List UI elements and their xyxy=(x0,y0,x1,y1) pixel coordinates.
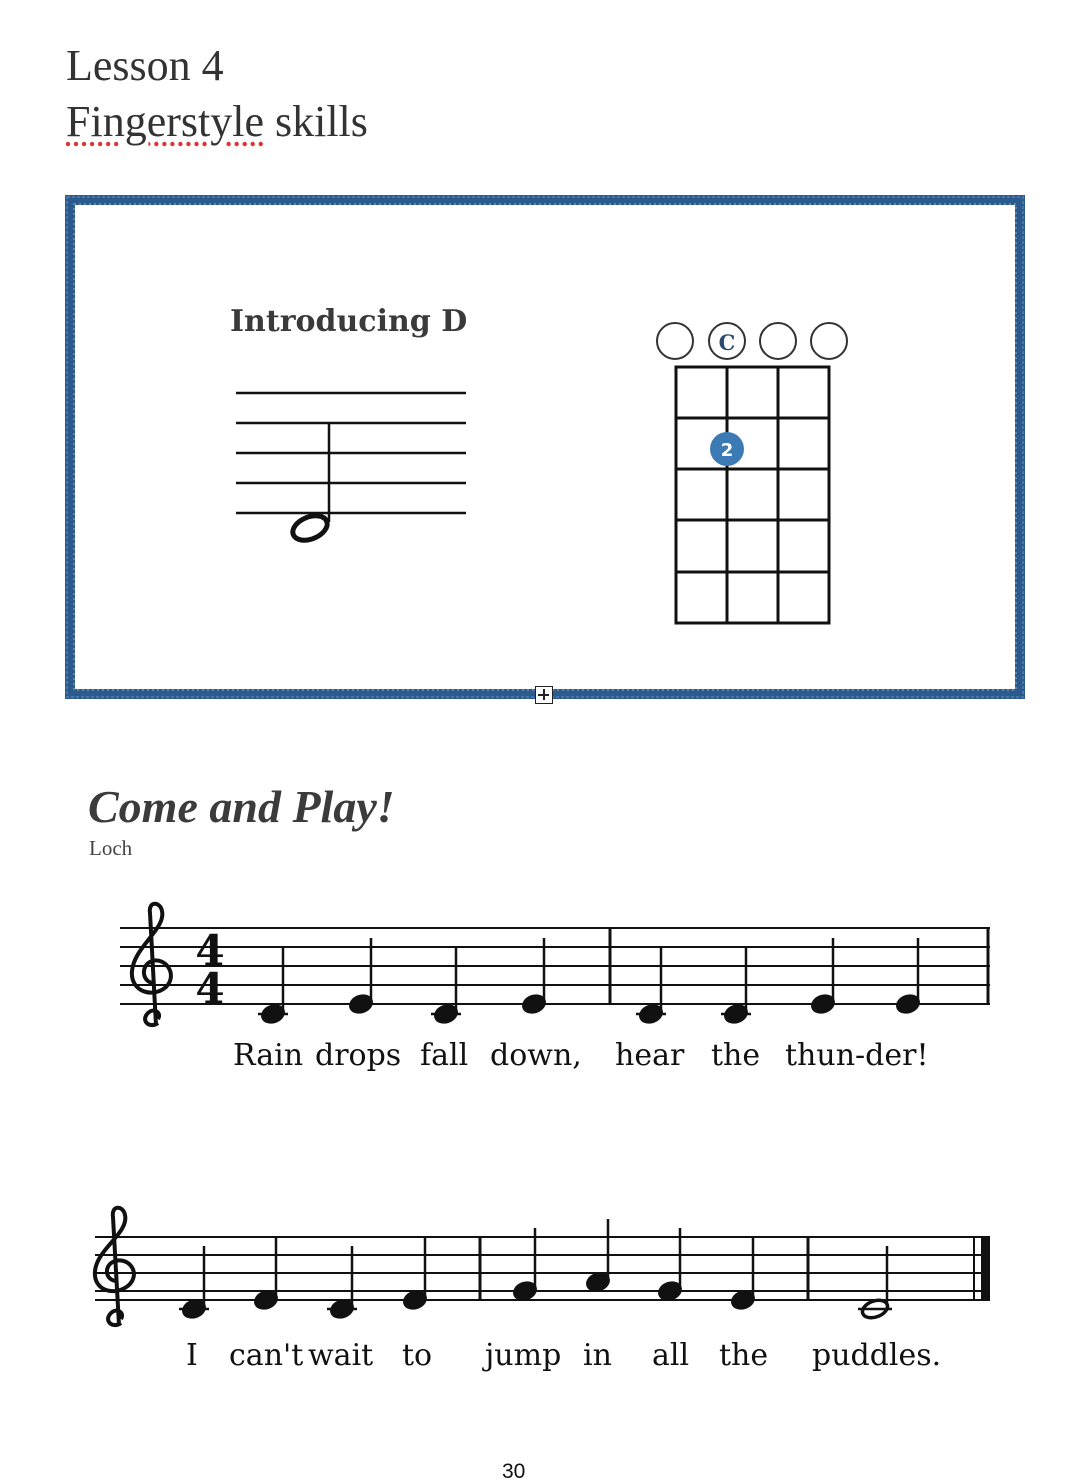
lyric-word: jump xyxy=(485,1338,562,1373)
lesson-number: Lesson 4 xyxy=(66,41,224,90)
half-note xyxy=(858,1246,892,1321)
note xyxy=(636,947,666,1025)
chord-diagram xyxy=(640,318,860,638)
staff-line-2 xyxy=(85,1205,1000,1345)
open-string-e xyxy=(760,323,796,359)
introducing-label: Introducing D xyxy=(230,304,468,339)
time-signature-top: 4 xyxy=(195,926,225,975)
page-number: 30 xyxy=(502,1460,526,1483)
final-barline xyxy=(981,1237,990,1300)
lyric-word: wait xyxy=(308,1338,374,1373)
lyric-word: thun-der! xyxy=(785,1038,929,1073)
song-title: Come and Play! xyxy=(88,781,395,832)
time-signature-bottom: 4 xyxy=(195,964,225,1013)
note xyxy=(657,1228,683,1302)
intro-frame xyxy=(62,192,1028,702)
note xyxy=(895,938,921,1015)
lyric-word: to xyxy=(402,1338,433,1373)
lesson-subtitle-word: Fingerstyle xyxy=(66,97,264,146)
note xyxy=(585,1219,611,1293)
note xyxy=(402,1237,428,1311)
note xyxy=(348,938,374,1015)
note xyxy=(730,1237,756,1311)
treble-clef xyxy=(132,904,171,1025)
lyric-word: drops xyxy=(315,1038,402,1073)
lyric-word: I xyxy=(186,1338,198,1373)
note xyxy=(253,1237,279,1311)
lyric-word: puddles. xyxy=(812,1338,942,1373)
note xyxy=(327,1246,357,1320)
lyric-word: down, xyxy=(490,1038,582,1073)
open-string-a xyxy=(811,323,847,359)
open-string-label: C xyxy=(718,330,736,355)
lyric-word: in xyxy=(583,1338,612,1373)
composer: Loch xyxy=(89,836,133,860)
anchor-icon[interactable] xyxy=(535,686,553,704)
note xyxy=(721,947,751,1025)
lesson-subtitle-rest: skills xyxy=(263,97,368,146)
d-note-staff xyxy=(230,380,475,550)
note xyxy=(258,947,288,1025)
note xyxy=(521,938,547,1015)
lyric-word: fall xyxy=(420,1038,469,1073)
finger-number: 2 xyxy=(720,440,734,461)
staff-line-1 xyxy=(110,895,1000,1035)
lyric-word: can't xyxy=(229,1338,304,1373)
note xyxy=(810,938,836,1015)
lyric-word: Rain xyxy=(233,1038,304,1073)
note xyxy=(179,1246,209,1320)
half-note-head xyxy=(289,511,331,545)
note xyxy=(431,947,461,1025)
lyric-word: hear xyxy=(615,1038,685,1073)
lyric-word: the xyxy=(719,1338,769,1373)
lyric-word: the xyxy=(711,1038,761,1073)
lesson-subtitle xyxy=(66,94,368,150)
lyric-word: all xyxy=(652,1338,690,1373)
note xyxy=(512,1228,538,1302)
treble-clef xyxy=(95,1208,134,1325)
open-string-g xyxy=(657,323,693,359)
lesson-heading xyxy=(66,38,368,150)
